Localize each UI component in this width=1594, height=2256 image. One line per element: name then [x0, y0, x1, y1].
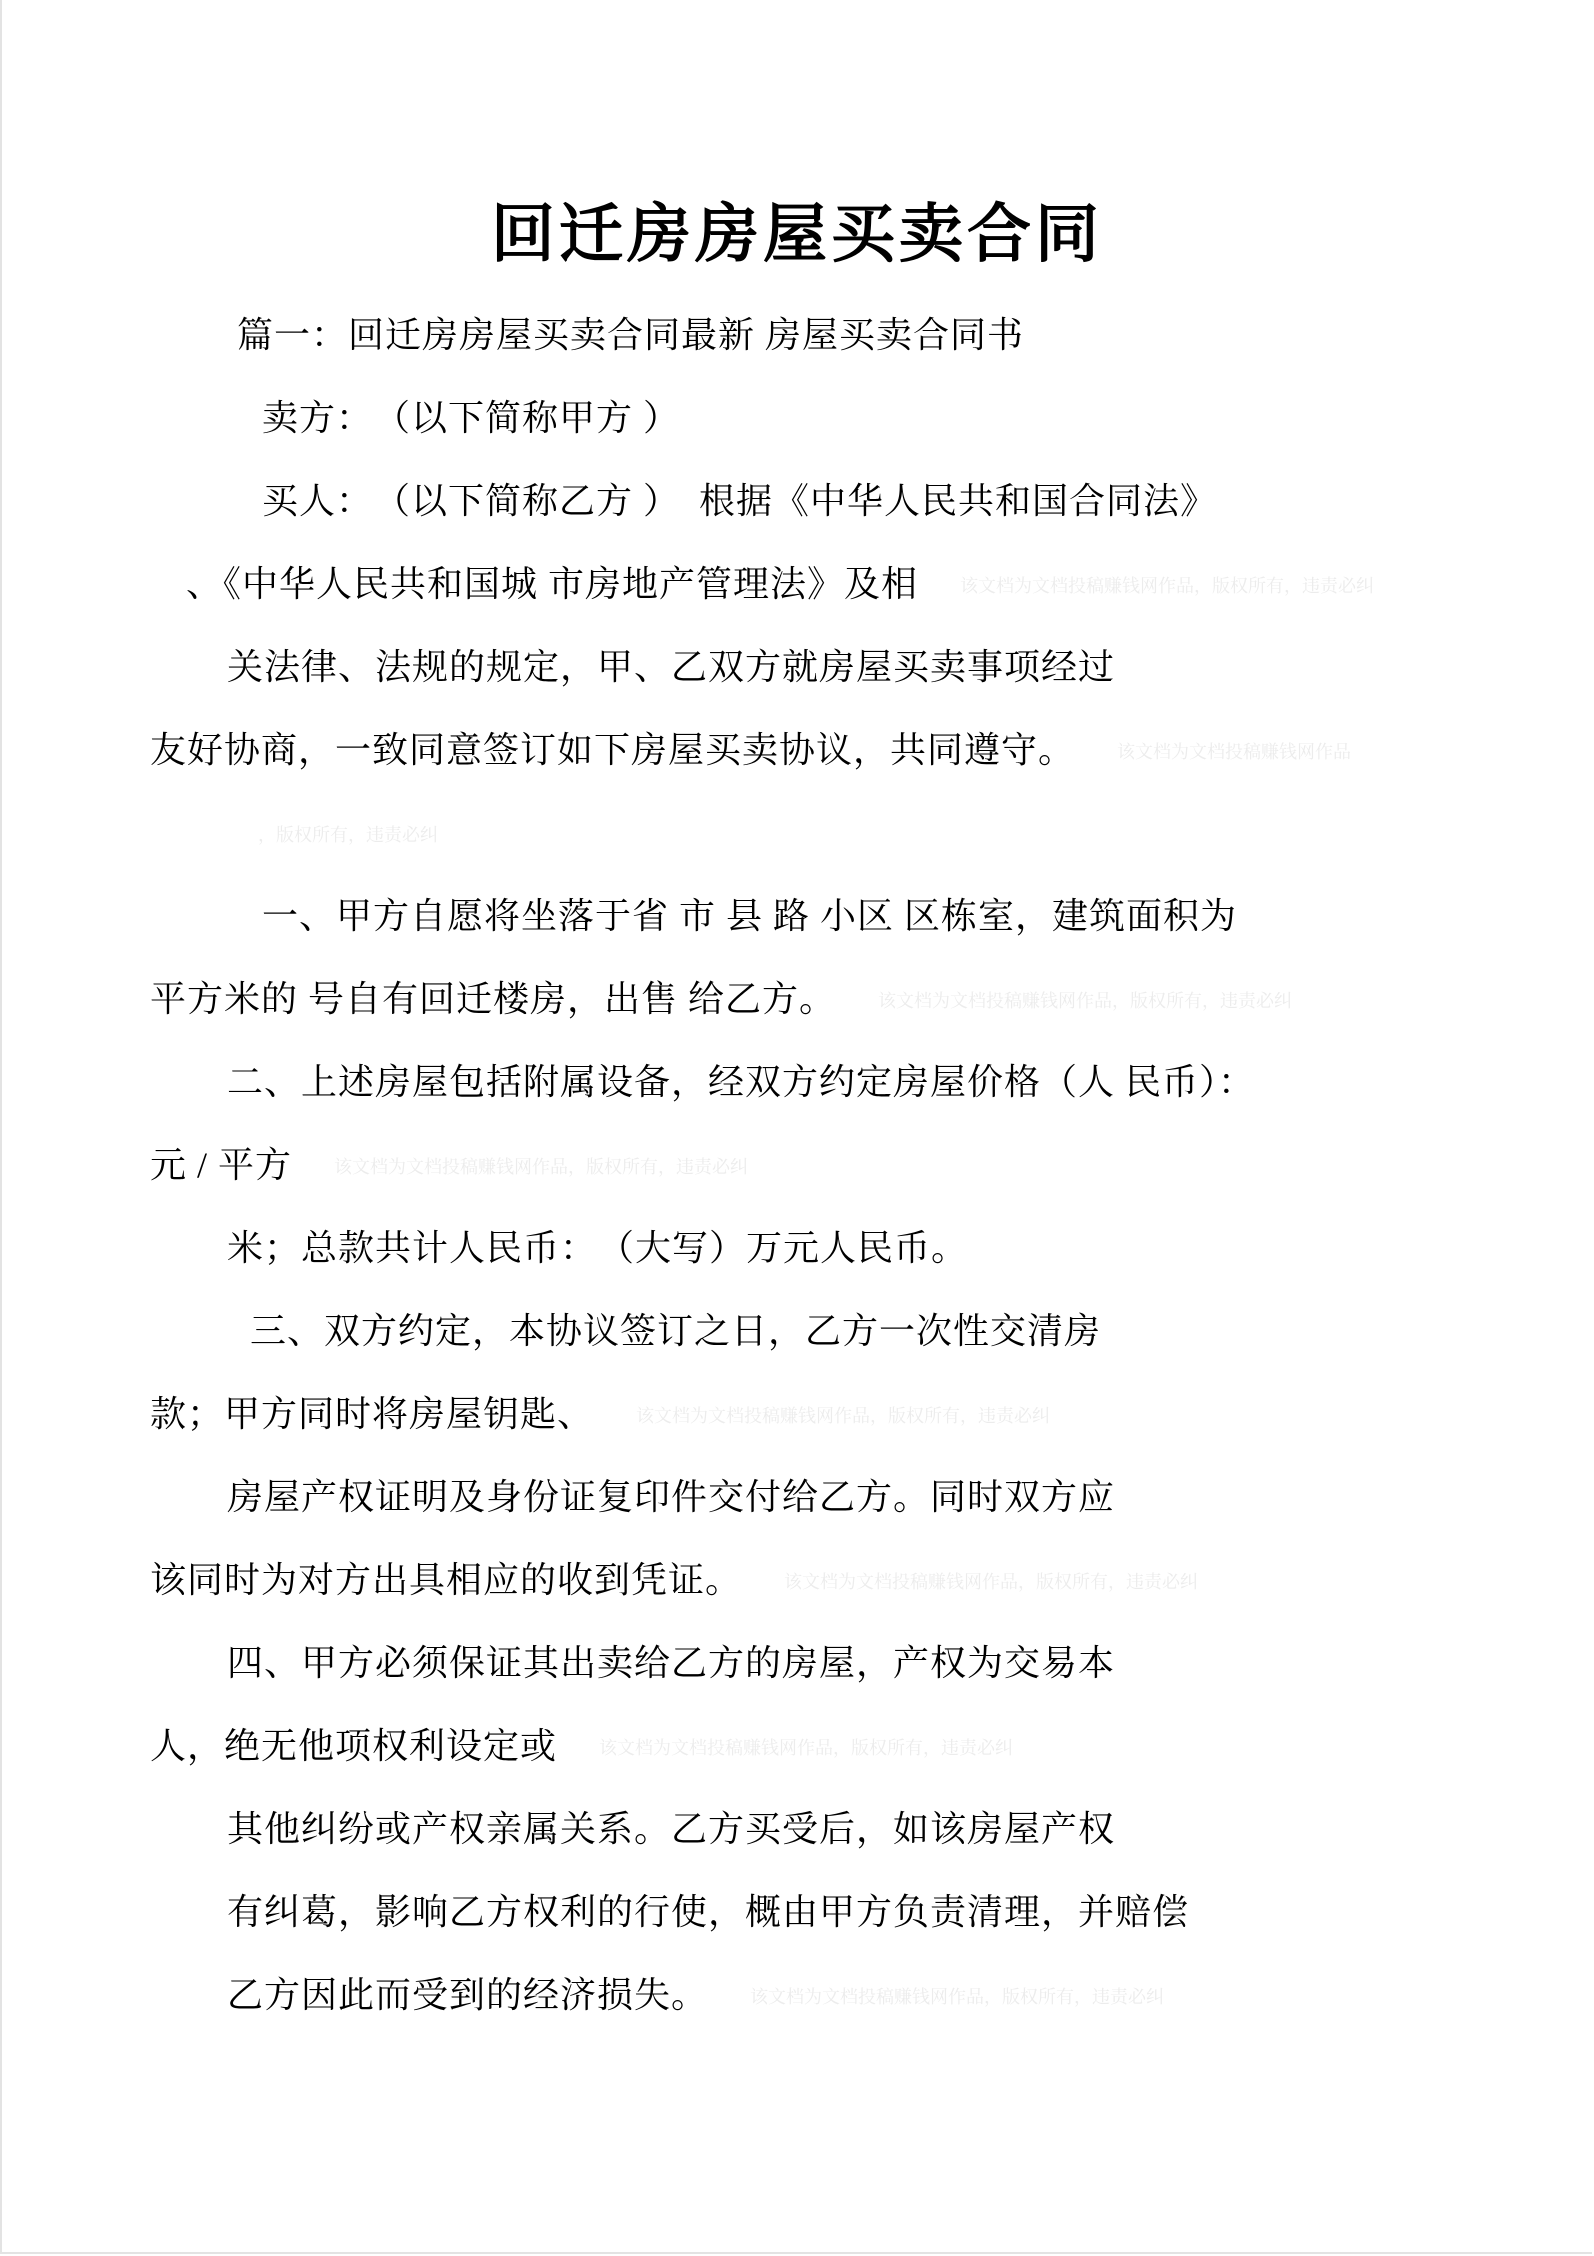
watermark-text: 该文档为文档投稿赚钱网作品，版权所有，违责必纠 — [636, 1406, 1051, 1426]
line-text: 二、上述房屋包括附属设备，经双方约定房屋价格（人 民币）： — [227, 1062, 1256, 1102]
text-line — [150, 727, 1472, 810]
text-line — [150, 644, 1472, 727]
line-text: 乙方因此而受到的经济损失。 — [227, 1975, 709, 2015]
text-line — [150, 561, 1472, 644]
line-text: 元 / 平方 — [150, 1145, 293, 1185]
document-lines — [2, 312, 1592, 2055]
watermark-text: 该文档为文档投稿赚钱网作品 — [1117, 742, 1352, 762]
line-text: 其他纠纷或产权亲属关系。乙方买受后，如该房屋产权 — [227, 1809, 1116, 1849]
text-line — [150, 893, 1472, 976]
watermark-text: 该文档为文档投稿赚钱网作品，版权所有，违责必纠 — [750, 1987, 1165, 2007]
text-line — [150, 312, 1472, 395]
text-line — [150, 1225, 1472, 1308]
text-line — [150, 976, 1472, 1059]
text-line — [150, 1640, 1472, 1723]
watermark-text: ，版权所有，违责必纠 — [258, 825, 438, 845]
line-text: 人，绝无他项权利设定或 — [150, 1726, 558, 1766]
line-text: 一、甲方自愿将坐落于省 市 县 路 小区 区栋室，建筑面积为 — [262, 896, 1238, 936]
text-line — [150, 1474, 1472, 1557]
watermark-text: 该文档为文档投稿赚钱网作品，版权所有，违责必纠 — [878, 991, 1293, 1011]
watermark-text: 该文档为文档投稿赚钱网作品，版权所有，违责必纠 — [599, 1738, 1014, 1758]
line-text: 友好协商，一致同意签订如下房屋买卖协议，共同遵守。 — [150, 730, 1076, 770]
watermark-text: 该文档为文档投稿赚钱网作品，版权所有，违责必纠 — [784, 1572, 1199, 1592]
text-line — [150, 1723, 1472, 1806]
text-line — [150, 810, 1472, 893]
text-line — [150, 1059, 1472, 1142]
text-line — [150, 1391, 1472, 1474]
text-line — [150, 478, 1472, 561]
line-text: 有纠葛，影响乙方权利的行使，概由甲方负责清理，并赔偿 — [227, 1892, 1190, 1932]
line-text: 平方米的 号自有回迁楼房，出售 给乙方。 — [150, 979, 837, 1019]
line-text: 卖方： （以下简称甲方 ） — [262, 398, 681, 438]
text-line — [150, 1142, 1472, 1225]
line-text: 款；甲方同时将房屋钥匙、 — [150, 1394, 595, 1434]
text-line — [150, 1557, 1472, 1640]
page-title: 回迁房房屋买卖合同 — [491, 198, 1103, 270]
line-text: 该同时为对方出具相应的收到凭证。 — [150, 1560, 743, 1600]
line-text: 篇一：回迁房房屋买卖合同最新 房屋买卖合同书 — [237, 315, 1025, 355]
text-line — [150, 1972, 1472, 2055]
line-text: 、《中华人民共和国城 市房地产管理法》及相 — [186, 564, 919, 604]
line-text: 四、甲方必须保证其出卖给乙方的房屋，产权为交易本 — [227, 1643, 1116, 1683]
text-line — [150, 395, 1472, 478]
text-line — [150, 1308, 1472, 1391]
line-text: 三、双方约定，本协议签订之日，乙方一次性交清房 — [250, 1311, 1102, 1351]
line-text: 买人： （以下简称乙方 ） 根据《中华人民共和国合同法》 — [262, 481, 1218, 521]
text-line — [150, 1889, 1472, 1972]
watermark-text: 该文档为文档投稿赚钱网作品，版权所有，违责必纠 — [960, 576, 1375, 596]
line-text: 米；总款共计人民币： （大写）万元人民币。 — [227, 1228, 969, 1268]
watermark-text: 该文档为文档投稿赚钱网作品，版权所有，违责必纠 — [334, 1157, 749, 1177]
text-line — [150, 1806, 1472, 1889]
line-text: 房屋产权证明及身份证复印件交付给乙方。同时双方应 — [227, 1477, 1116, 1517]
line-text: 关法律、法规的规定，甲、乙双方就房屋买卖事项经过 — [227, 647, 1116, 687]
